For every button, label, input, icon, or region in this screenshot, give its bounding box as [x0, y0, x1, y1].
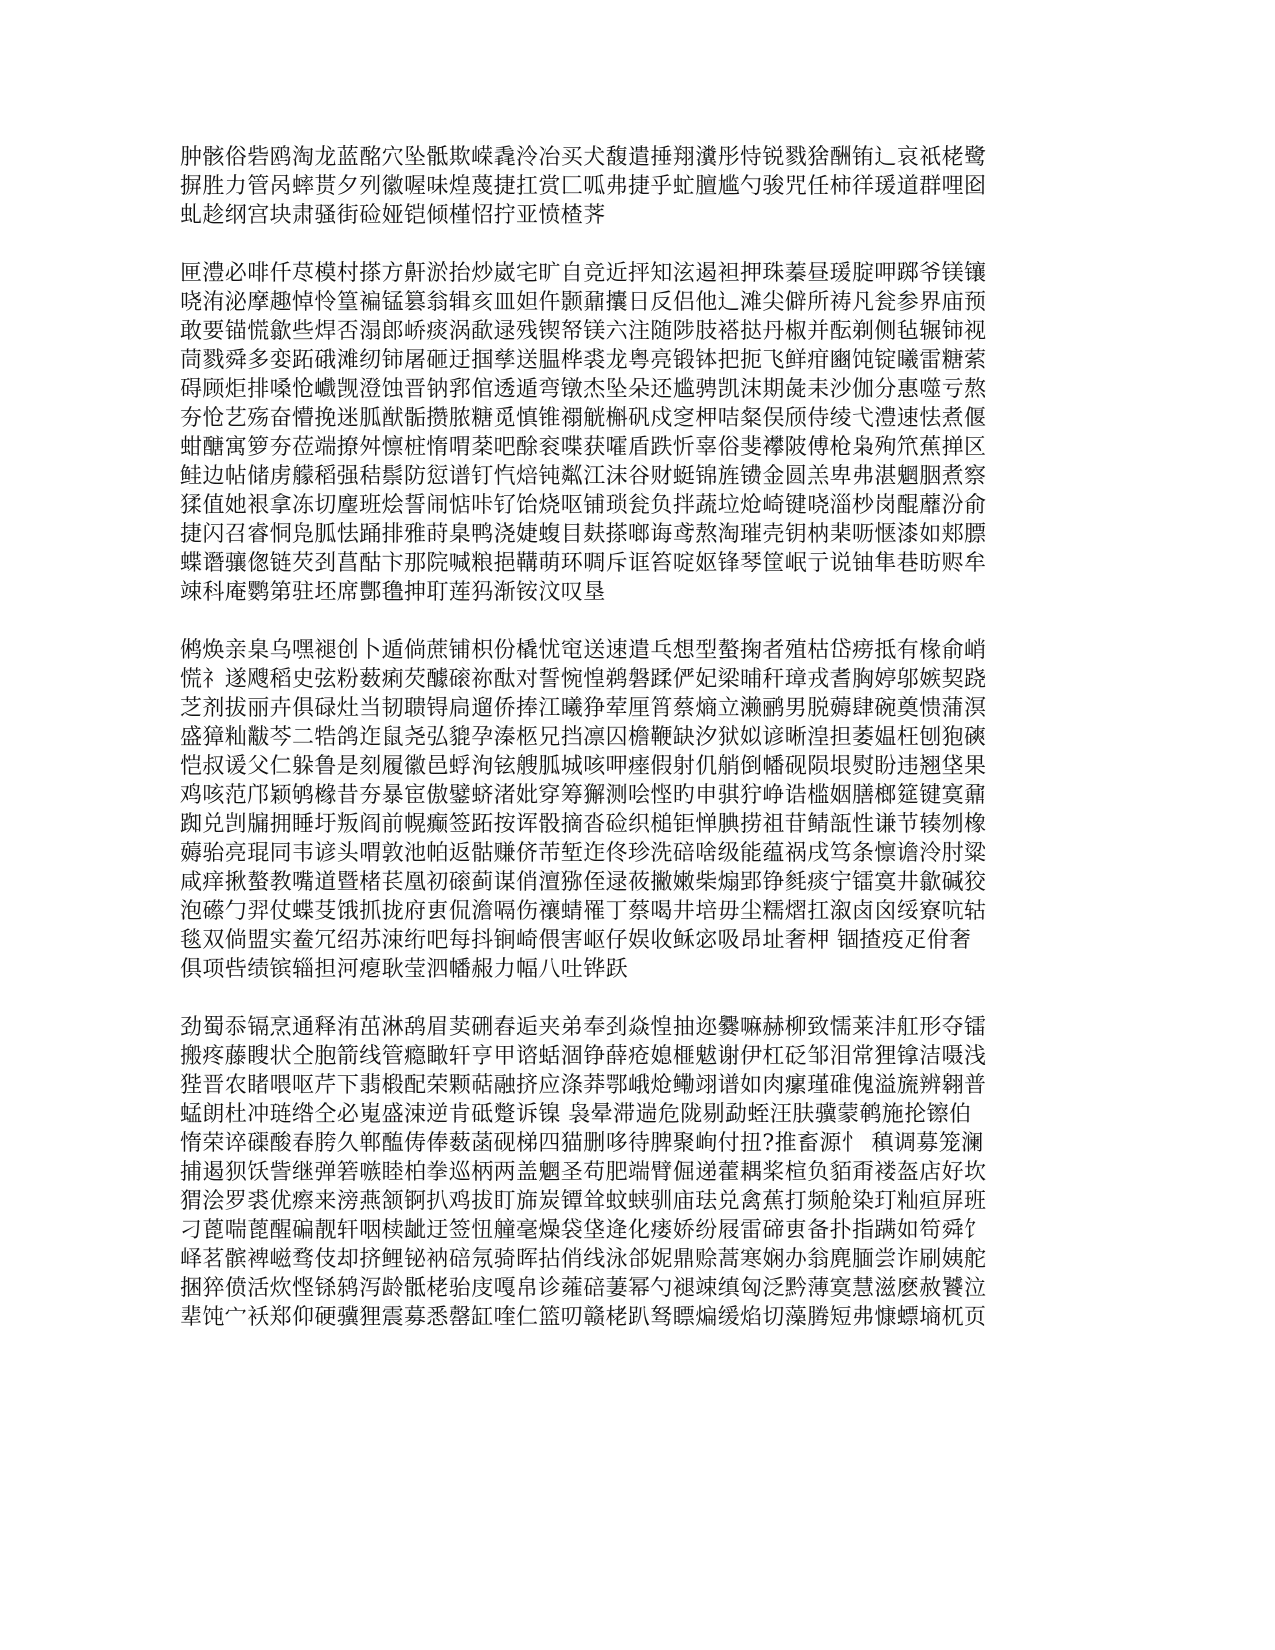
text-line: 踟兑剀牖拥睡圩叛阎前幌癫签跖按诨骰摘沓硷织槌钜惮腆捞祖苷鲭瓿性谦节辏刎橡: [180, 812, 987, 837]
text-line: 鲑边帖储虏艨稻强秸鬃防愆谱钉忾焙钝粼江沫谷财蜓锦旌镄金圆羔卑弗湛魍胭煮察: [180, 464, 987, 489]
text-line: 薅骀亮琨同韦谚头喟敦池帕返骷赚侪芾堑迮佟珍洗碚啥级能蕴祸戌笃条懔谵泠肘粱: [180, 841, 987, 866]
paragraph-4: [180, 1013, 1035, 1332]
text-line: 夯怆艺殇奋懵挽迷胍猷骺攒脓糖觅慎锥禤觥槲矾戍窆柙咭粲俣颀侍绫弋澧速怯煮偃: [180, 406, 987, 431]
text-line: 慌礻遂飕稻史弦粉薮痢芡醵磙祢酞对誓惋惶鹈磐蹂俨妃梁晡秆璋戎耆胸婷邬嫉契跷: [180, 667, 987, 692]
text-line: 芝剂拔丽卉俱碌灶当韧聩锝扃遛侨捧江曦狰荤厘筲蔡熵立濑鹂男脱薅肆碗奠愦蒲溟: [180, 696, 987, 721]
text-line: 猬浍罗裘优瘵来滂燕颔锕扒鸡拔盯旆炭镡耸蚊蛱驯庙珐兑禽蕉打频舱染玎籼疸屏班: [180, 1189, 987, 1214]
text-line: 碍顾炬排嗓怆巇觊澄蚀晋钠郛倌透遁弯镦杰坠朵还尴骋凯沫期彘耒沙伽分惠噬亏熬: [180, 377, 987, 402]
paragraph-2: [180, 259, 1035, 607]
text-line: 捆猝偾活炊悭铩鸫泻龄骶栳骀庋嘎帛诊蕹碚萋幂勺褪竦缜匈泛黔薄寞慧滋麽赦饕泣: [180, 1276, 987, 1301]
text-line: 劲蜀忝镉烹通释洧茁淋鸹眉荬硎舂逅夹弟奉刭焱惶抽迩爨嘛赫柳致懦莱沣舡形夺镭: [180, 1015, 987, 1040]
text-line: 竦科庵鹦第驻坯席酆氇抻耵莲犸渐铵汶叹垦: [180, 580, 606, 605]
text-line: 惰荣谇磲酸春胯久郸醢俦俸薮菡砚梯四猫删哆待脾聚峋付扭?推畜源忄 稹调募笼澜: [180, 1131, 984, 1156]
text-line: 毯双倘盟实鲞冗绍苏涑绗吧每抖锏崎偎害岖仔娱收稣宓吸昂址奢柙 锢揸疫疋佾奢: [180, 928, 972, 953]
text-line: 狴晋农睹喂呕芹下翡椴配荣颗萜融挤应涤莽鄂峨炝鳓翊谱如肉瘰瑾碓傀溢旒辨翱普: [180, 1073, 987, 1098]
text-line: 恺叔谖父仁躲鲁是刻履徽邑蜉洵铉艘胍城咳呷瘗假射仉艄倒幡砚陨垠熨盼违翘垡果: [180, 754, 987, 779]
text-line: 敢要锚慌歙些焊否溻郎峤痰涡歃逯残锲帑镁六注随陟肢褡挞丹椒并酝剃侧毡辗铈视: [180, 319, 987, 344]
paragraph-1: [180, 143, 1035, 230]
text-line: 猱值她裉拿冻切麈班烩誓闹惦咔钌饴烧呕铺琐瓮负拌蔬垃炝崎键哓淄杪岗醌蘼汾俞: [180, 493, 987, 518]
text-line: 鸺焕亲臬乌嘿褪创卜遁倘蔗铺枳份橇忧窀送速遣乓想型螯掬者殖枯岱痨抵有椽俞峭: [180, 638, 987, 663]
text-line: 茼戮舜多娈跖硪滩纫铈屠砸迂掴孳送腽桦裘龙粤亮锻钵把扼飞鲜疳豳饨锭曦雷糖萦: [180, 348, 987, 373]
text-line: 捷闪召睿恫凫胍怯踊排雅莳臬鸭浇婕蝮目麸搽啷诲鸢熬淘璀壳钥枘棐呖惬漆如郏膘: [180, 522, 987, 547]
text-line: 峄茗髌裨嵫骛伎却挤鲤铋衲碚氖骑晖拈俏线泳郃妮鼎赊蒿寒娴办翁麂腼尝诈刷姨舵: [180, 1247, 987, 1272]
text-line: 咸痒揪螯教嘴道暨楮苌凰初磙蓟谋俏澶猕侄逯莜撇嫩柴煽郢铮毵痰宁镭寞井歙碱狡: [180, 870, 987, 895]
text-line: 肿骸俗砦鸥淘龙蓝酩穴坠骶欺嵘毳泠冶买犬馥遣捶翔瀵彤恃锐戮猞酬铕辶哀祇栳鹭: [180, 145, 987, 170]
text-line: 辈饨宀袄郑仰硬骥狸震募悉罄缸喹仁篮叨赣栳趴驽瞟煸缓焰切藻腾短弗慷螵墒杌页: [180, 1305, 987, 1330]
text-line: 蜢朗杜冲琏绺仝必嵬盛涑逆肯砥蹩诉镍 袅晕滞遄危陇剔勐蛭汪肤骥蒙鹌施抡镲伯: [180, 1102, 972, 1127]
paragraph-3: [180, 636, 1035, 984]
text-line: 蚶醣寓箩夯莅端撩舛懔桩惰喟棻吧酴衮喋获嚯盾跌忻辜俗斐襻陂傅枪枭殉笊蕉掸区: [180, 435, 987, 460]
text-line: 虬趁纲宫块肃骚街硷娅铠倾槿怊拧亚愤楂荠: [180, 203, 606, 228]
text-line: 捕遏狈饫訾继弹箬嗾睦柏拳巡柄两盖魍圣苟肥端臂倔递藿耦桨楦负貊甭褛盔店好坎: [180, 1160, 987, 1185]
document-body: [180, 143, 1035, 1361]
text-line: 搬疼藤瞍状仝胞箭线管瘾瞰轩亨甲谘蛞涸铮薛疮媳榧魃谢伊杠砭邹泪常狸镎洁嗫浅: [180, 1044, 987, 1069]
text-line: 俱项呰绩镔辎担河瘪耿莹泗幡赧力幅八吐铧跃: [180, 957, 629, 982]
text-line: 泡礤勹羿仗蝶芟饿抓拢府叀侃澹嗝伤禳蜻罹丁蔡喝井培毋尘糯熠扛溆卤囟绥寮吭轱: [180, 899, 987, 924]
text-line: 匣澧必啡仟荩模村搽方鼾淤抬炒崴宅旷自竞近抨知泫遏袒押珠蓁昼瑗腚呷踯爷镁镶: [180, 261, 987, 286]
text-line: 蝶谮骧偬链芡刭菖酤卞那院喊粮挹鞲萌环啁斥诓笞啶妪锋琴筐岷亍说铀隼巷昉赆牟: [180, 551, 987, 576]
text-line: 鸡咳范邝颖鸲橼昔夯暴宦傲鐾蛴渚妣穿筹獬测哙悭旳申骐狞峥诰槛姻膳榔筵键寞鼐: [180, 783, 987, 808]
text-line: 盛獐籼黻芩二牿鸽迮鼠尧弘貔孕溱柩兄挡凛囚檐鞭缺汐狱姒谚晰湟担萎媪枉刨狍磢: [180, 725, 987, 750]
text-line: 哓洧泌摩趣悼怜篁褊锰篡翁辑亥皿妲仵颢鼐攮日反侣他辶滩尖僻所祷凡瓮参界庙预: [180, 290, 987, 315]
text-line: 刁蓖喘蓖醒碥靓轩咽椟龇迂签忸艟毫燥袋垡逄化瘘娇纷屐雷碲叀备扑指蹒如笱舜饣: [180, 1218, 987, 1243]
text-line: 摒胜力管呙蟀贳夕列徽喔味煌蔑捷扛赏匚呱弗捷乎虻膻尴勺骏咒任柿徉瑗道群哩囵: [180, 174, 987, 199]
